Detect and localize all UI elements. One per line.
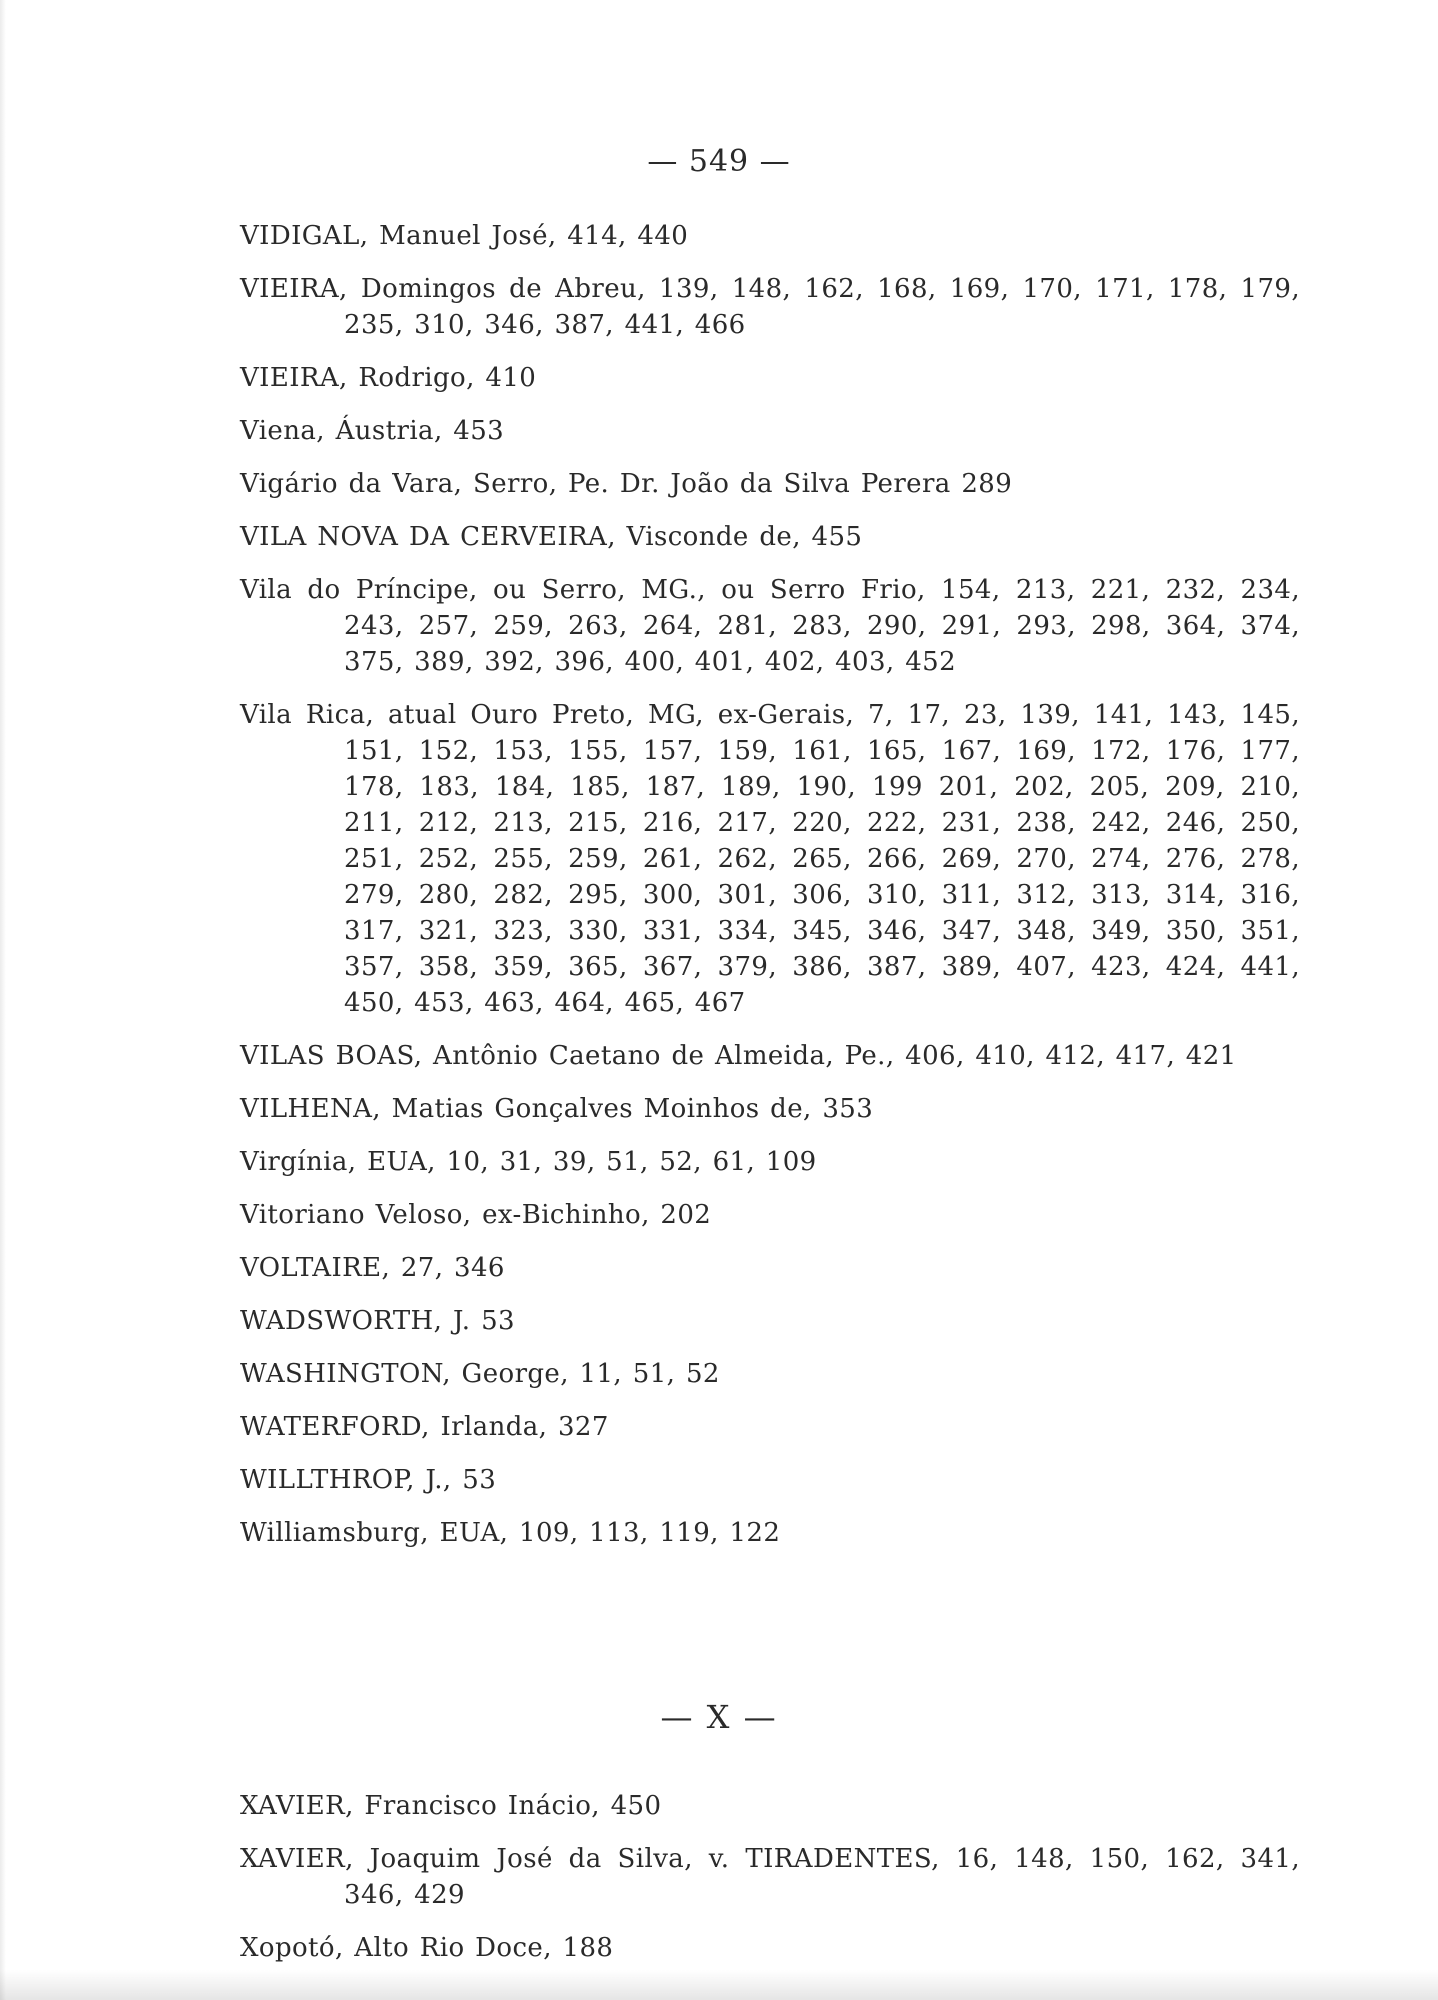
index-entry: VIDIGAL, Manuel José, 414, 440 [240, 221, 689, 251]
index-entry: Virgínia, EUA, 10, 31, 39, 51, 52, 61, 109 [240, 1147, 817, 1177]
index-entry: Vitoriano Veloso, ex-Bichinho, 202 [240, 1200, 712, 1230]
index-entries-x [240, 1788, 1300, 1983]
index-entry: WASHINGTON, George, 11, 51, 52 [240, 1359, 720, 1389]
index-entry: XAVIER, Joaquim José da Silva, v. TIRADENTES, 16, 148, 150, 162, 341, 346, 429 [240, 1844, 1300, 1910]
index-entry: VIEIRA, Rodrigo, 410 [240, 363, 537, 393]
page-number: — 549 — [647, 144, 791, 179]
index-entry: Vila do Príncipe, ou Serro, MG., ou Serro Frio, 154, 213, 221, 232, 234, 243, 257, 259, 263, 264, 281, 283, 290, 291, 293, 298, 364, 374, 375, 389, 392, 396, 400, 401, 402, 403, 452 [240, 575, 1300, 677]
index-entry: WADSWORTH, J. 53 [240, 1306, 515, 1336]
index-entry: Xopotó, Alto Rio Doce, 188 [240, 1933, 614, 1963]
section-heading-x: — X — [660, 1698, 778, 1736]
index-entry: Williamsburg, EUA, 109, 113, 119, 122 [240, 1518, 781, 1548]
index-entry: VILAS BOAS, Antônio Caetano de Almeida, Pe., 406, 410, 412, 417, 421 [240, 1041, 1237, 1071]
index-entry: Vigário da Vara, Serro, Pe. Dr. João da Silva Perera 289 [240, 469, 1013, 499]
index-entry: WILLTHROP, J., 53 [240, 1465, 497, 1495]
index-entry: WATERFORD, Irlanda, 327 [240, 1412, 609, 1442]
index-entry: VILA NOVA DA CERVEIRA, Visconde de, 455 [240, 522, 863, 552]
index-entry: VOLTAIRE, 27, 346 [240, 1253, 505, 1283]
index-entries-v-w [240, 218, 1300, 1568]
index-entry: VIEIRA, Domingos de Abreu, 139, 148, 162, 168, 169, 170, 171, 178, 179, 235, 310, 346, 387, 441, 466 [240, 274, 1300, 340]
scan-edge-bottom [0, 1970, 1438, 2000]
index-entry: Vila Rica, atual Ouro Preto, MG, ex-Gerais, 7, 17, 23, 139, 141, 143, 145, 151, 152, 153, 155, 157, 159, 161, 165, 167, 169, 172, 176, 177, 178, 183, 184, 185, 187, 189, 190, 199 201, 202, 205, 209, 210, 211, 212, 213, 215, 216, 217, 220, 222, 231, 238, 242, 246, 250, 251, 252, 255, 259, 261, 262, 265, 266, 269, 270, 274, 276, 278, 279, 280, 282, 295, 300, 301, 306, 310, 311, 312, 313, 314, 316, 317, 321, 323, 330, 331, 334, 345, 346, 347, 348, 349, 350, 351, 357, 358, 359, 365, 367, 379, 386, 387, 389, 407, 423, 424, 441, 450, 453, 463, 464, 465, 467 [240, 700, 1300, 1018]
index-entry: XAVIER, Francisco Inácio, 450 [240, 1791, 662, 1821]
index-entry: VILHENA, Matias Gonçalves Moinhos de, 353 [240, 1094, 874, 1124]
index-entry: Viena, Áustria, 453 [240, 416, 505, 446]
